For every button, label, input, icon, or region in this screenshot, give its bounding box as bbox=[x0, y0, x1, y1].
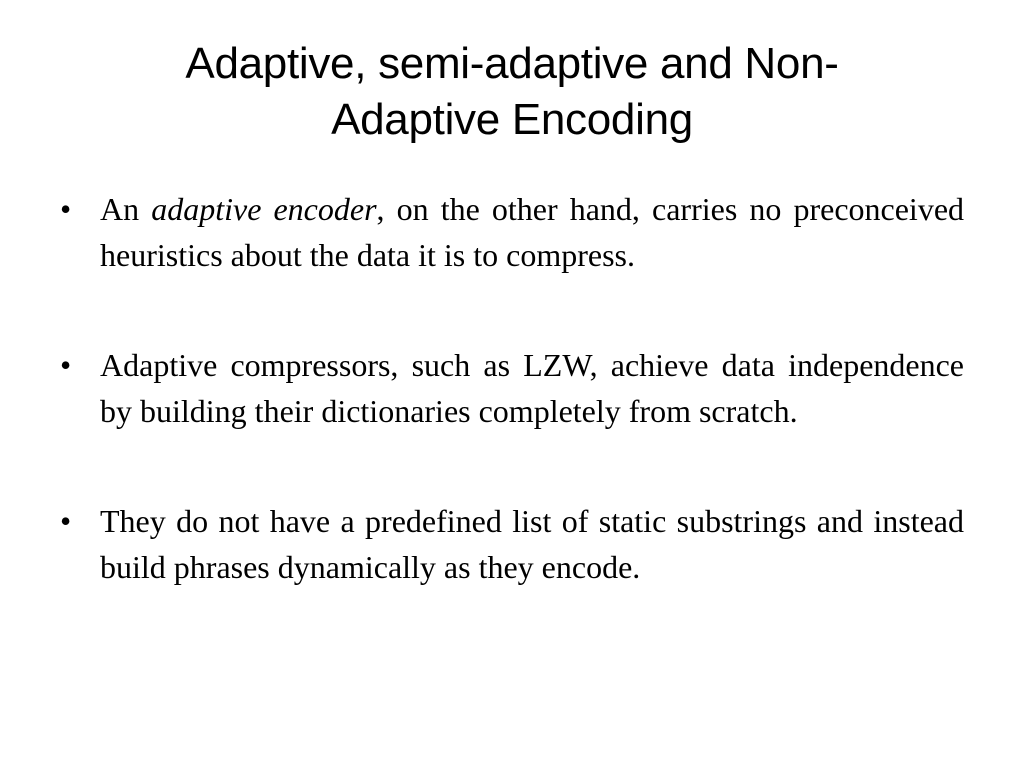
bullet-icon: • bbox=[60, 347, 72, 383]
slide-title-line-2: Adaptive Encoding bbox=[331, 95, 693, 144]
bullet-item-3 bbox=[60, 498, 964, 590]
bullet-icon: • bbox=[60, 503, 72, 539]
bullet-text-1-after: , on the other hand, carries no preconceived heuristics about the data it is to compress. bbox=[100, 191, 965, 273]
bullet-text-3: They do not have a predefined list of static substrings and instead build phrases dynamically as they encode. bbox=[100, 503, 964, 585]
bullet-item-2 bbox=[60, 342, 964, 434]
bullet-list bbox=[60, 186, 964, 590]
bullet-text-2: Adaptive compressors, such as LZW, achieve data independence by building their dictionaries completely from scratch. bbox=[100, 347, 964, 429]
bullet-text-1 bbox=[100, 191, 964, 273]
bullet-icon: • bbox=[60, 191, 72, 227]
slide-title-line-1: Adaptive, semi-adaptive and Non- bbox=[185, 39, 839, 88]
bullet-item-1 bbox=[60, 186, 964, 278]
bullet-text-1-before: An bbox=[100, 191, 152, 227]
bullet-text-1-emphasis: adaptive encoder bbox=[151, 191, 377, 227]
slide-title bbox=[70, 36, 954, 148]
